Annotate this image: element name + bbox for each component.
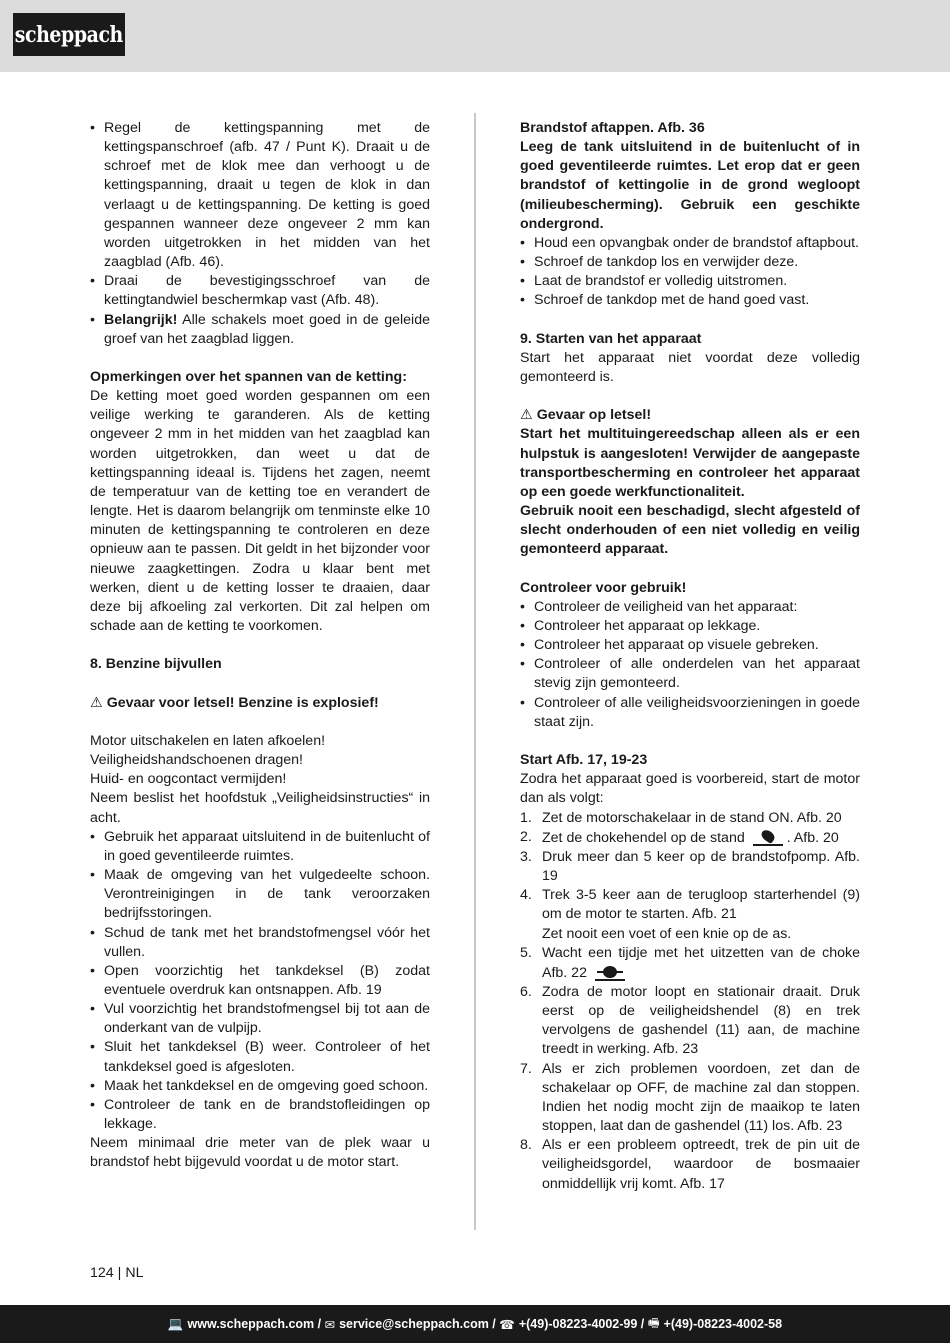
list-item: • Gebruik het apparaat uitsluitend in de buitenlucht of in goed geventileerde ruimtes. [90,828,430,866]
list-item: • Sluit het tankdeksel (B) weer. Controleer of het tankdeksel goed is afgesloten. [90,1038,430,1076]
plain-line: Huid- en oogcontact vermijden! [90,771,287,788]
list-item: • Controleer of alle onderdelen van het apparaat stevig zijn gemonteerd. [520,655,860,693]
check-heading: Controleer voor gebruik! [520,579,687,596]
list-item-important [90,311,430,349]
phone-icon: ☎ [499,1317,515,1332]
list-item: • Schroef de tankdop met de hand goed vast. [520,291,860,310]
list-item: • Controleer het apparaat op lekkage. [520,617,860,636]
footer-bar: 💻 www.scheppach.com / ✉ service@scheppach.com / ☎ +(49)-08223-4002-99 / 🖷 +(49)-08223-4002-58 [0,1305,950,1343]
computer-icon: 💻 [167,1316,184,1331]
closing-text: Neem minimaal drie meter van de plek waar u brandstof hebt bijgevuld voordat u de motor start. [90,1135,430,1171]
important-text: Alle schakels moet goed in de geleide groef van het zaagblad liggen. [104,311,430,347]
footer-website[interactable]: www.scheppach.com [187,1317,315,1331]
important-label: Belangrijk! [104,311,178,328]
drain-heading: Brandstof aftappen. Afb. 36 [520,120,705,136]
right-column [520,119,860,1194]
list-item: • Schud de tank met het brandstofmengsel vóór het vullen. [90,924,430,962]
safety-note: Neem beslist het hoofdstuk „Veiligheidsinstructies“ in acht. [90,790,430,826]
choke-open-icon [595,963,625,981]
step-item: 8. Als er een probleem optreedt, trek de pin uit de veiligheidsgordel, waardoor de bosmaaier onmiddellijk vrij komt. Afb. 17 [520,1137,860,1192]
section-9-text: Start het apparaat niet voordat deze volledig gemonteerd is. [520,349,860,386]
list-item: • Controleer of alle veiligheidsvoorzieningen in goede staat zijn. [520,694,860,732]
list-item: • Open voorzichtig het tankdeksel (B) zodat eventuele overdruk kan ontsnappen. Afb. 19 [90,962,430,1000]
warning-text-2: Gebruik nooit een beschadigd, slecht afgesteld of slecht onderhouden of een niet volledig en veilig gemonteerd apparaat. [520,503,860,558]
header-bar [0,0,950,72]
list-item: • Controleer de tank en de brandstofleidingen op lekkage. [90,1096,430,1134]
step-item: 7. Als er zich problemen voordoen, zet dan de schakelaar op OFF, de machine zal dan stoppen. Indien het nodig mocht zijn de maaikop te laten stoppen, laat dan de gashendel (11) los. Afb. 23 [520,1060,860,1135]
warning-heading-fuel: ⚠ Gevaar voor letsel! Benzine is explosief! [90,694,430,713]
warning-icon: ⚠ [520,407,533,424]
step-item: 1. Zet de motorschakelaar in de stand ON. Afb. 20 [520,809,842,826]
drain-warning-text: Leeg de tank uitsluitend in de buitenlucht of in goed geventileerde ruimtes. Let erop dat er geen brandstof of kettingolie in de grond wegloopt (milieubescherming). Gebruik een geschikte ondergrond. [520,139,860,232]
plain-line: Veiligheidshandschoenen dragen! [90,752,303,769]
section-9-heading: 9. Starten van het apparaat [520,330,702,347]
step-item: 3. Druk meer dan 5 keer op de brandstofpomp. Afb. 19 [520,848,860,885]
list-item: • Draai de bevestigingsschroef van de kettingtandwiel beschermkap vast (Afb. 48). [90,272,430,310]
step-item: 4. Trek 3-5 keer aan de terugloop starterhendel (9) om de motor te starten. Afb. 21 Zet nooit een voet of een knie op de as. [520,887,860,942]
list-item: • Controleer het apparaat op visuele gebreken. [520,636,860,655]
list-item: • Laat de brandstof er volledig uitstromen. [520,272,860,291]
scheppach-logo: scheppach [13,13,125,56]
step-item: 6. Zodra de motor loopt en stationair draait. Druk eerst op de veiligheidshendel (8) en trek vervolgens de gashendel (11) aan, de machine treedt in werking. Afb. 23 [520,983,860,1058]
fax-icon: 🖷 [647,1315,660,1330]
left-column [90,119,430,1173]
column-divider [474,113,476,1230]
list-item: • Schroef de tankdop los en verwijder deze. [520,253,860,272]
list-item: • Maak de omgeving van het vulgedeelte schoon. Verontreinigingen in de tank veroorzaken bedrijfsstoringen. [90,866,430,923]
plain-line: Motor uitschakelen en laten afkoelen! [90,732,326,749]
mail-icon: ✉ [324,1317,336,1332]
list-item: • Maak het tankdeksel en de omgeving goed schoon. [90,1077,430,1096]
footer-fax: +(49)-08223-4002-58 [663,1317,783,1331]
list-item: • Controleer de veiligheid van het apparaat: [520,598,860,617]
footer-email[interactable]: service@scheppach.com [339,1317,489,1331]
remarks-heading: Opmerkingen over het spannen van de ketting: [90,369,407,386]
step-item: 5. Wacht een tijdje met het uitzetten van de choke Afb. 22 [520,944,860,981]
remarks-text: De ketting moet goed worden gespannen om een veilige werking te garanderen. Als de ketting ongeveer 2 mm in het midden van het zaagblad kan worden uitgetrokken, dan weet u dat de kettingspanning ideaal is. Tijdens het zagen, neemt de temperatuur van de ketting toe en verandert de lengte. Het is daarom belangrijk om tenminste elke 10 minuten de kettingspanning te controleren en deze opnieuw aan te passen. Dit geldt in het bijzonder voor nieuwe zaagkettingen. Zodra u klaar bent met werken, dient u de ketting losser te draaien, daar deze bij afkoeling zal verkorten. Dit zal helpen om schade aan de ketting te voorkomen. [90,388,430,635]
list-item: • Houd een opvangbak onder de brandstof aftapbout. [520,234,860,253]
warning-text-1: Start het multituingereedschap alleen als er een hulpstuk is aangesloten! Verwijder de aangepaste transportbescherming en controleer het apparaat op een goede werkfunctionaliteit. [520,426,860,500]
warning-heading-start: ⚠ Gevaar op letsel! [520,406,860,425]
list-item: • Vul voorzichtig het brandstofmengsel bij tot aan de onderkant van de vulpijp. [90,1000,430,1038]
start-intro: Zodra het apparaat goed is voorbereid, start de motor dan als volgt: [520,771,860,807]
list-item: • Regel de kettingspanning met de kettingspanschroef (afb. 47 / Punt K). Draait u de schroef met de klok mee dan verhoogt u de kettingspanning, draait u tegen de klok in dan verlaagt u de kettingspanning. De ketting is goed gespannen wanneer deze ongeveer 2 mm kan worden uitgetrokken in het midden van het zaagblad (Afb. 46). [90,119,430,272]
start-heading: Start Afb. 17, 19-23 [520,752,648,769]
page-number: 124 | NL [90,1265,144,1281]
section-8-heading: 8. Benzine bijvullen [90,656,222,673]
step-item: 2. Zet de chokehendel op de stand . Afb. 20 [520,828,839,846]
footer-phone: +(49)-08223-4002-99 [518,1317,638,1331]
warning-icon: ⚠ [90,694,103,711]
choke-closed-icon [753,828,783,846]
